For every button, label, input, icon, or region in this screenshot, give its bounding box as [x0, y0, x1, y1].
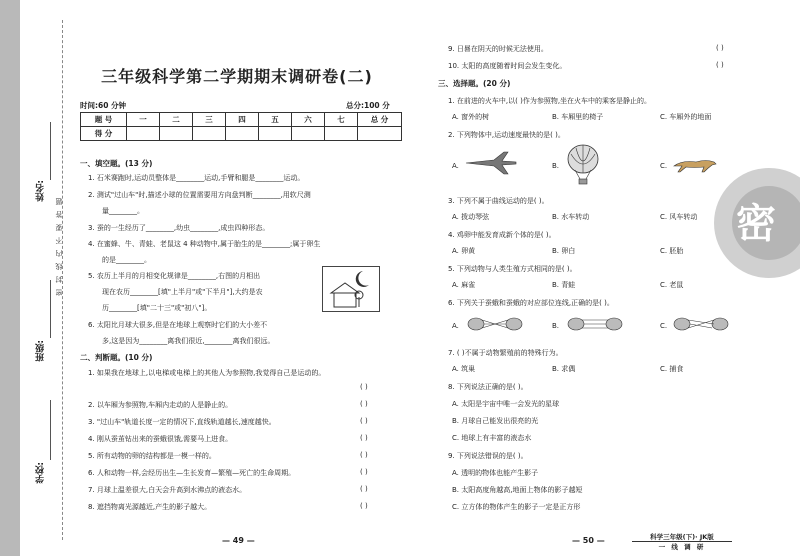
- score-input-cell[interactable]: [292, 127, 325, 141]
- choice-question-3: 3. 下列不属于曲线运动的是( )。: [448, 197, 549, 205]
- fill-question-4a: 4. 在蜜蜂、牛、青蛙、老鼠这 4 种动物中,属于胎生的是________;属于卵生: [88, 240, 321, 248]
- score-input-cell[interactable]: [160, 127, 193, 141]
- judge-item-2: 2. 以车厢为参照物,车厢内走动的人是静止的。: [88, 401, 233, 409]
- fill-question-5a: 5. 农历上半月的月相变化规律是________,右图的月相出: [88, 272, 261, 280]
- seal-stamp-char: 密: [736, 201, 776, 247]
- moth-silkworm-diagram-c: [672, 312, 730, 336]
- choice-question-1: 1. 在前进的火车中,以( )作为参照物,坐在火车中的乘客是静止的。: [448, 97, 652, 105]
- house-body-icon: [334, 293, 356, 307]
- choice-option[interactable]: A. 拨动琴弦: [452, 213, 490, 221]
- moth-silkworm-diagram-a: [466, 312, 524, 336]
- answer-paren[interactable]: ( ): [360, 383, 368, 391]
- score-cell: 总 分: [358, 113, 402, 127]
- hot-air-balloon-icon: [566, 144, 600, 186]
- score-cell: 四: [226, 113, 259, 127]
- answer-paren[interactable]: ( ): [360, 485, 368, 493]
- moon-phase-picture: [322, 266, 380, 312]
- fill-question-4b: 的是________。: [102, 256, 151, 264]
- page-number-left: — 49 —: [222, 536, 255, 545]
- score-cell: 三: [193, 113, 226, 127]
- house-roof-icon: [331, 283, 359, 293]
- total-score-label: 总分:100 分: [346, 101, 390, 110]
- choice-question-4: 4. 鸡卵中能发育成新个体的是( )。: [448, 231, 556, 239]
- choice-option[interactable]: A.: [452, 322, 459, 330]
- score-input-cell[interactable]: [226, 127, 259, 141]
- choice-option[interactable]: B. 青蛙: [552, 281, 576, 289]
- score-cell: 题 号: [81, 113, 127, 127]
- judge-item-4: 4. 刚从蚕茧钻出来的蚕蛾很饿,需要马上进食。: [88, 435, 233, 443]
- score-input-cell[interactable]: [259, 127, 292, 141]
- choice-option[interactable]: A. 筑巢: [452, 365, 476, 373]
- judge-item-9: 9. 日晷在阴天的时候无法使用。: [448, 45, 548, 53]
- score-table-score-row: [81, 127, 402, 141]
- answer-paren[interactable]: ( ): [360, 417, 368, 425]
- footer-line-2: 一 线 调 研: [658, 543, 706, 551]
- fill-question-5c: 历________[填"二十三"或"初八"]。: [102, 304, 212, 312]
- choice-option[interactable]: C. 车厢外的地面: [660, 113, 712, 121]
- choice-option[interactable]: C. 立方体的物体产生的影子一定是正方形: [452, 503, 581, 511]
- choice-option[interactable]: A. 太阳是宇宙中唯一会发光的星球: [452, 400, 560, 408]
- binding-strip: [0, 0, 20, 556]
- judge-item-3: 3. "过山车"轨道长度一定的情况下,直线轨道越长,速度越快。: [88, 418, 276, 426]
- choice-question-8: 8. 下列说法正确的是( )。: [448, 383, 528, 391]
- class-label: 班级:: [36, 340, 46, 362]
- answer-paren[interactable]: ( ): [716, 61, 724, 69]
- page-title: 三年级科学第二学期期末调研卷(二): [101, 67, 373, 86]
- choice-option[interactable]: C. 老鼠: [660, 281, 684, 289]
- choice-option[interactable]: B. 卵白: [552, 247, 576, 255]
- moth-silkworm-diagram-b: [566, 312, 624, 336]
- page-number-right: — 50 —: [572, 536, 605, 545]
- judge-item-5: 5. 所有动物的卵的结构都是一模一样的。: [88, 452, 216, 460]
- choice-option[interactable]: B. 太阳高度角越高,地面上物体的影子越短: [452, 486, 583, 494]
- name-line: [50, 122, 51, 180]
- choice-option[interactable]: B. 车厢里的椅子: [552, 113, 604, 121]
- score-input-cell[interactable]: [127, 127, 160, 141]
- judge-item-7: 7. 月球上温差很大,白天会升高到水沸点的液态水。: [88, 486, 247, 494]
- choice-question-7: 7. ( )不属于动物繁殖前的特殊行为。: [448, 349, 563, 357]
- choice-question-5: 5. 下列动物与人类生殖方式相同的是( )。: [448, 265, 577, 273]
- choice-option[interactable]: A.: [452, 162, 459, 170]
- jet-plane-icon: [464, 150, 518, 176]
- fill-question-2b: 量________。: [102, 207, 144, 215]
- score-cell: 六: [292, 113, 325, 127]
- footer-brand: [632, 532, 732, 551]
- choice-option[interactable]: A. 透明的物体也能产生影子: [452, 469, 539, 477]
- score-cell: 七: [325, 113, 358, 127]
- answer-paren[interactable]: ( ): [716, 44, 724, 52]
- choice-option[interactable]: C.: [660, 162, 668, 170]
- score-cell: 一: [127, 113, 160, 127]
- choice-option[interactable]: A. 窗外的树: [452, 113, 490, 121]
- section1-heading: 一、填空题。(13 分): [80, 159, 153, 168]
- judge-item-8: 8. 遮挡物离光源越近,产生的影子越大。: [88, 503, 212, 511]
- score-input-cell[interactable]: [193, 127, 226, 141]
- fill-question-6b: 多,这是因为________离我们很近,________离我们很远。: [102, 337, 275, 345]
- choice-option[interactable]: B. 水车转动: [552, 213, 590, 221]
- score-cell: 二: [160, 113, 193, 127]
- score-input-cell[interactable]: [325, 127, 358, 141]
- class-line: [50, 280, 51, 338]
- choice-option[interactable]: B.: [552, 322, 560, 330]
- fill-question-1: 1. 石米赛跑时,运动员整体是________运动,手臂和腿是________运动。: [88, 174, 305, 182]
- seal-text: 密封线内不要答题: [55, 192, 63, 296]
- choice-question-2: 2. 下列物体中,运动速度最快的是( )。: [448, 131, 565, 139]
- name-label: 姓名:: [36, 180, 46, 202]
- choice-option[interactable]: A. 麻雀: [452, 281, 476, 289]
- score-row-label: 得 分: [81, 127, 127, 141]
- score-table: [80, 112, 402, 141]
- section2-heading: 二、判断题。(10 分): [80, 353, 153, 362]
- fill-question-5b: 现在农历________[填"上半月"或"下半月"],大约是农: [102, 288, 263, 296]
- crescent-moon-icon: [356, 271, 369, 287]
- footer-line-1: 科学三年级(下)· JK版: [632, 532, 732, 542]
- school-label: 学校:: [36, 462, 46, 484]
- score-input-cell[interactable]: [358, 127, 402, 141]
- cheetah-icon: [672, 156, 718, 174]
- judge-item-10: 10. 太阳的高度随着时间会发生变化。: [448, 62, 567, 70]
- seal-stamp: [714, 168, 800, 278]
- choice-option[interactable]: B.: [552, 162, 560, 170]
- answer-paren[interactable]: ( ): [360, 502, 368, 510]
- fill-question-6a: 6. 太阳比月球大很多,但是在地球上观察时它们的大小差不: [88, 321, 268, 329]
- score-table-header-row: [81, 113, 402, 127]
- time-label: 时间:60 分钟: [80, 101, 127, 110]
- section3-heading: 三、选择题。(20 分): [438, 79, 511, 88]
- score-cell: 五: [259, 113, 292, 127]
- answer-paren[interactable]: ( ): [360, 451, 368, 459]
- choice-question-6: 6. 下列关于蚕蛾和蚕蛾的对应部位连线,正确的是( )。: [448, 299, 614, 307]
- choice-option[interactable]: C.: [660, 322, 668, 330]
- seal-dash-line: [62, 20, 63, 540]
- judge-item-6: 6. 人和动物一样,会经历出生—生长发育—繁殖—死亡的生命周期。: [88, 469, 296, 477]
- answer-paren[interactable]: ( ): [360, 468, 368, 476]
- fill-question-3: 3. 蚕的一生经历了________,幼虫________,成虫四种形态。: [88, 224, 270, 232]
- choice-option[interactable]: B. 月球自己能发出很亮的光: [452, 417, 539, 425]
- judge-item-1: 1. 如果我在地球上,以电梯或电梯上的其他人为参照物,我觉得自己是运动的。: [88, 369, 326, 377]
- answer-paren[interactable]: ( ): [360, 400, 368, 408]
- fill-question-2a: 2. 测试"过山车"时,描述小球的位置需要用方向盘判断________,用软尺测: [88, 191, 311, 199]
- school-line: [50, 400, 51, 460]
- choice-option[interactable]: A. 卵黄: [452, 247, 476, 255]
- choice-option[interactable]: C. 地球上有丰富的液态水: [452, 434, 532, 442]
- choice-option[interactable]: C. 风车转动: [660, 213, 698, 221]
- choice-option[interactable]: C. 胚胎: [660, 247, 684, 255]
- choice-option[interactable]: B. 求偶: [552, 365, 576, 373]
- answer-paren[interactable]: ( ): [360, 434, 368, 442]
- choice-option[interactable]: C. 捕食: [660, 365, 684, 373]
- choice-question-9: 9. 下列说法错误的是( )。: [448, 452, 528, 460]
